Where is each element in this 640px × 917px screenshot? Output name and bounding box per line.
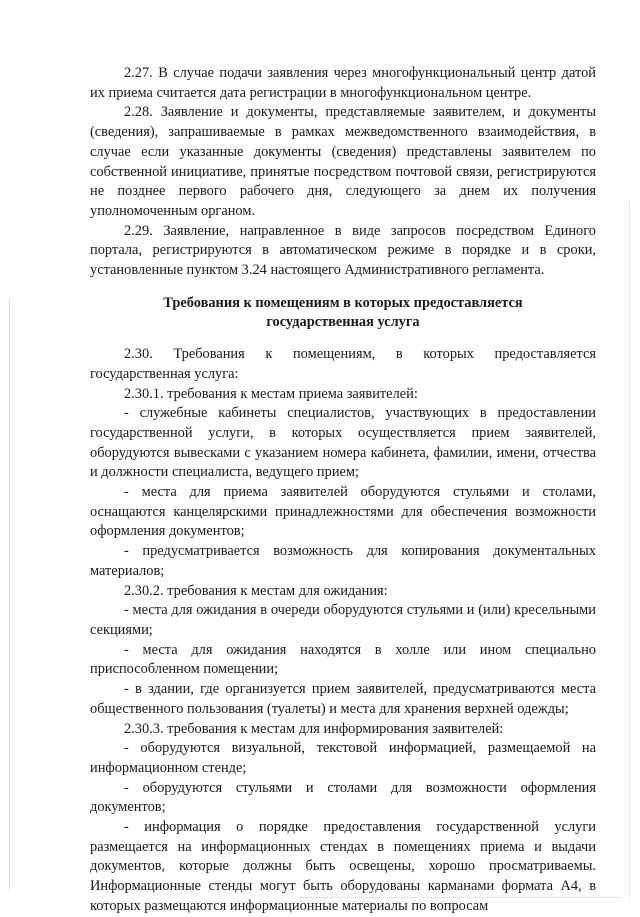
paragraph-2-28: 2.28. Заявление и документы, представляемые заявителем, и документы (сведения), запрашиваемые в рамках межведомственного взаимодействия, в случае если указанные документы (сведения) представлены заявителем по собственной инициативе, принятые посредством почтовой связи, регистрируются не позднее первого рабочего дня, следующего за днем их получения уполномоченным органом. <box>90 104 596 219</box>
paragraph-2-30-2: 2.30.2. требования к местам для ожидания: <box>124 582 388 599</box>
list-item-waiting-hall: - места для ожидания находятся в холле или ином специально приспособленном помещении; <box>90 641 596 678</box>
scan-edge-left <box>9 300 11 890</box>
list-item-public-facilities: - в здании, где организуется прием заявителей, предусматриваются места общественного пользования (туалеты) и места для хранения верхней одежды; <box>90 681 596 717</box>
paragraph-2-30: 2.30. Требования к помещениям, в которых предоставляется государственная услуга: <box>90 346 596 382</box>
list-item-chairs-tables: - оборудуются стульями и столами для возможности оформления документов; <box>90 779 596 816</box>
list-item-copying: - предусматривается возможность для копирования документальных материалов; <box>90 543 596 579</box>
list-item-waiting-seats: - места для ожидания в очереди оборудуются стульями и (или) кресельными секциями; <box>90 602 596 638</box>
document-page <box>90 64 596 917</box>
section-heading: Требования к помещениям в которых предоставляется государственная услуга <box>163 294 523 331</box>
paragraph-2-29: 2.29. Заявление, направленное в виде запросов посредством Единого портала, регистрируются в автоматическом режиме в порядке и в сроки, установленные пунктом 3.24 настоящего Административного регламента. <box>90 222 596 279</box>
list-item-info-procedure: - информация о порядке предоставления государственной услуги размещается на информационных стендах в помещениях приема и выдачи документов, которые должны быть освещены, хорошо просматриваемы. Информационные стенды могут быть оборудованы карманами формата А4, в которых размещаются информационные материалы по вопросам <box>90 819 596 914</box>
scan-edge-right <box>629 200 631 900</box>
list-item-info-stand: - оборудуются визуальной, текстовой информацией, размещаемой на информационном стенде; <box>90 740 596 776</box>
paragraph-2-30-3: 2.30.3. требования к местам для информирования заявителей: <box>124 720 504 737</box>
paragraph-2-27: 2.27. В случае подачи заявления через многофункциональный центр датой их приема считается дата регистрации в многофункциональном центре. <box>90 65 596 101</box>
list-item-reception-places: - места для приема заявителей оборудуются стульями и столами, оснащаются канцелярскими принадлежностями для обеспечения возможности оформления документов; <box>90 484 596 540</box>
list-item-offices: - служебные кабинеты специалистов, участвующих в предоставлении государственной услуги, в которых осуществляется прием заявителей, оборудуются вывесками с указанием номера кабинета, фамилии, имени, отчества и должности специалиста, ведущего прием; <box>90 405 596 481</box>
paragraph-2-30-1: 2.30.1. требования к местам приема заявителей: <box>124 385 418 402</box>
